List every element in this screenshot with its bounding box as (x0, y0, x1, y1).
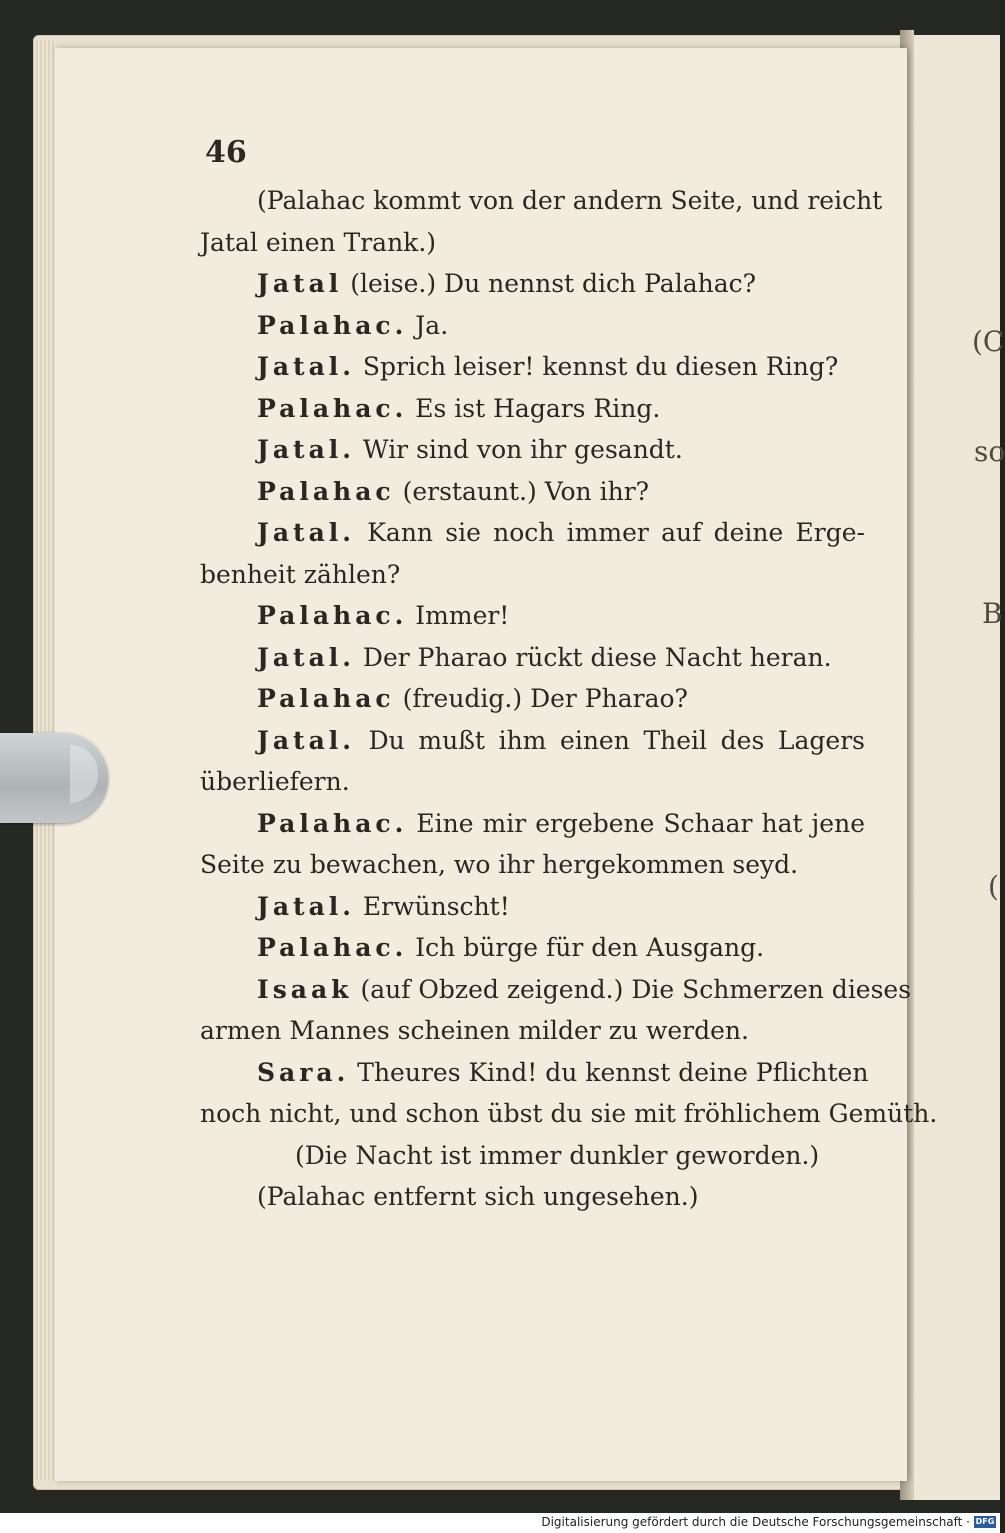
line-text: Seite zu bewachen, wo ihr hergekommen seyd. (200, 850, 799, 879)
line-text: Immer! (407, 601, 510, 630)
line-text: Kann sie noch immer auf deine Erge- (354, 518, 865, 547)
line-text: armen Mannes scheinen milder zu werden. (200, 1016, 749, 1045)
text-line (200, 1052, 869, 1094)
text-line (200, 305, 865, 347)
funding-credit: Digitalisierung gefördert durch die Deutsche Forschungsgemeinschaft · (541, 1515, 970, 1529)
text-line (200, 222, 865, 264)
line-text: (Palahac entfernt sich ungesehen.) (257, 1182, 699, 1211)
facing-page-fragment: so (974, 435, 1005, 468)
text-line (200, 1176, 865, 1218)
speaker-name: Jatal. (257, 352, 355, 381)
text-line (200, 761, 865, 803)
text-line (200, 471, 865, 513)
speaker-name: Jatal. (257, 725, 355, 755)
text-line (200, 803, 865, 845)
text-line (200, 429, 865, 471)
speaker-name: Palahac (257, 684, 395, 713)
line-text: (auf Obzed zeigend.) Die Schmerzen dieses (352, 974, 912, 1004)
speaker-name: Palahac. (257, 933, 408, 962)
text-line (200, 554, 865, 596)
line-text: Du mußt ihm einen Theil des Lagers (354, 725, 865, 755)
dfg-logo: DFG (975, 1517, 995, 1526)
line-text: Theures Kind! du kennst deine Pflichten (349, 1057, 869, 1087)
line-text: (freudig.) Der Pharao? (394, 684, 688, 713)
speaker-name: Palahac. (257, 310, 408, 340)
speaker-name: Jatal. (257, 891, 355, 921)
speaker-name: Jatal. (257, 518, 355, 547)
text-line (200, 678, 865, 720)
speaker-name: Palahac (257, 476, 395, 506)
speaker-name: Palahac. (257, 808, 408, 838)
line-text: noch nicht, und schon übst du sie mit fröhlichem Gemüth. (200, 1099, 938, 1128)
text-line (200, 263, 865, 305)
speaker-name: Sara. (257, 1057, 350, 1087)
line-text: (erstaunt.) Von ihr? (394, 476, 650, 506)
line-text: benheit zählen? (200, 559, 401, 589)
line-text: Ja. (407, 310, 449, 340)
text-line (200, 969, 912, 1011)
line-text: (Palahac kommt von der andern Seite, und reicht (257, 186, 883, 215)
speaker-name: Palahac. (257, 393, 408, 423)
text-line (200, 180, 883, 222)
line-text: Erwünscht! (354, 891, 510, 921)
text-line (200, 1010, 865, 1052)
speaker-name: Isaak (257, 974, 353, 1004)
text-line (200, 388, 865, 430)
facing-page-fragment: B (982, 597, 1003, 630)
facing-page-fragment: (C (972, 325, 1005, 358)
text-line (200, 637, 865, 679)
line-text: überliefern. (200, 767, 350, 796)
text-line (200, 844, 865, 886)
line-text: Jatal einen Trank.) (200, 227, 437, 257)
text-line (200, 1135, 865, 1177)
line-text: (leise.) Du nennst dich Palahac? (342, 269, 757, 298)
speaker-name: Jatal. (257, 642, 355, 672)
line-text: Es ist Hagars Ring. (407, 393, 661, 423)
page-text (200, 180, 938, 1218)
facing-page-fragment: ( (988, 870, 999, 903)
speaker-name: Jatal. (257, 435, 355, 464)
text-line (200, 1093, 938, 1135)
text-line (200, 927, 865, 969)
line-text: Ich bürge für den Ausgang. (407, 933, 765, 962)
facing-page (912, 35, 1005, 1500)
speaker-name: Jatal (257, 269, 343, 298)
text-line (200, 886, 865, 928)
text-line (200, 595, 865, 637)
line-text: Eine mir ergebene Schaar hat jene (407, 808, 865, 838)
line-text: (Die Nacht ist immer dunkler geworden.) (295, 1140, 820, 1170)
line-text: Sprich leiser! kennst du diesen Ring? (354, 352, 839, 381)
text-line (200, 512, 865, 554)
text-line (200, 346, 865, 388)
line-text: Wir sind von ihr gesandt. (354, 435, 683, 464)
line-text: Der Pharao rückt diese Nacht heran. (354, 642, 832, 672)
speaker-name: Palahac. (257, 601, 408, 630)
page-number: 46 (205, 135, 247, 170)
text-line (200, 720, 865, 762)
